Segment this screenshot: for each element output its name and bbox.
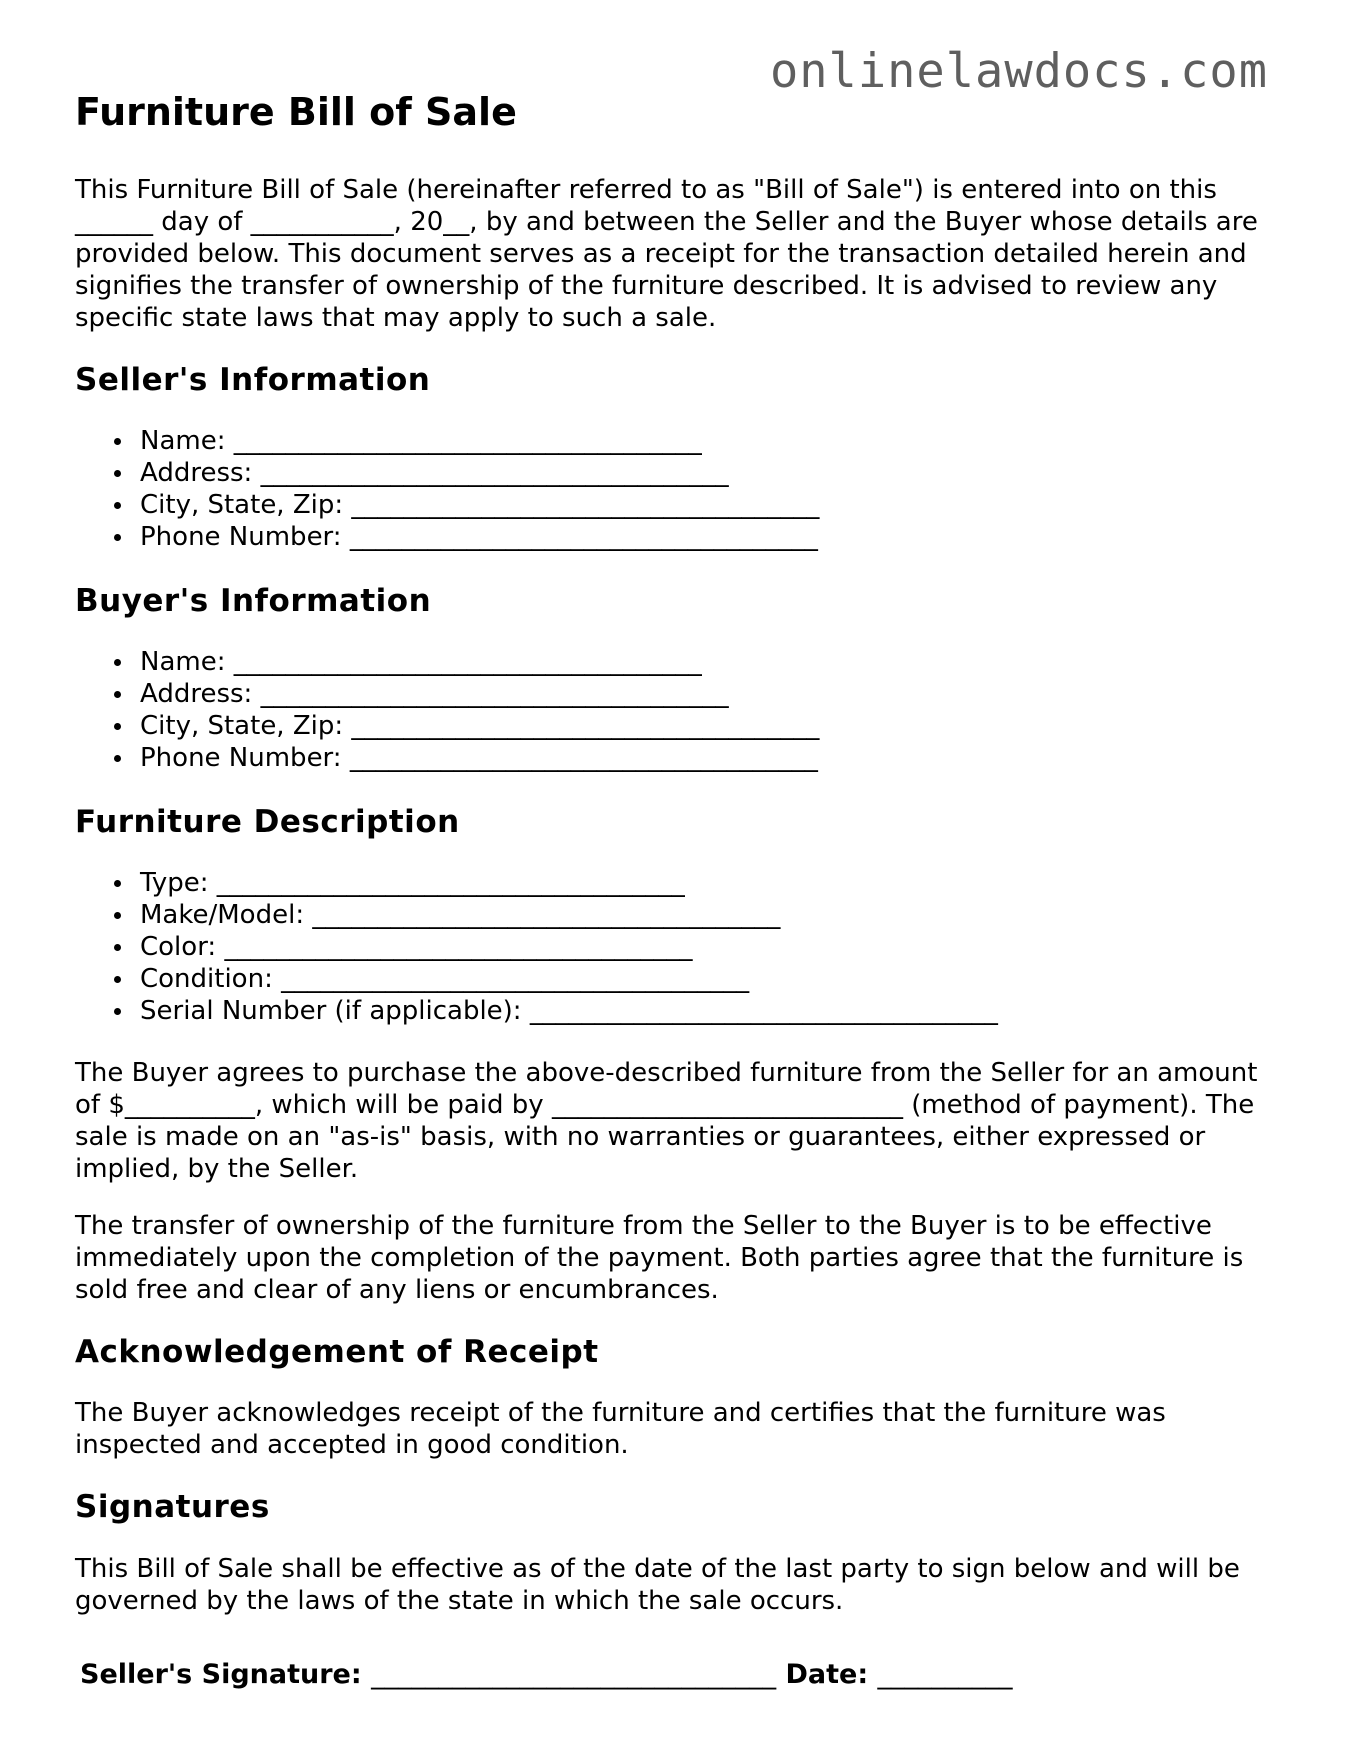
seller-phone-field: Phone Number: ____________________________________ — [140, 521, 1275, 553]
signatures-heading: Signatures — [75, 1489, 270, 1526]
seller-name-field: Name: ____________________________________ — [140, 425, 1275, 457]
furniture-section — [75, 804, 1275, 1027]
furniture-heading: Furniture Description — [75, 803, 460, 840]
seller-signature-label: Seller's Signature: — [80, 1658, 362, 1690]
furniture-serial-field: Serial Number (if applicable): ____________________________________ — [140, 995, 1275, 1027]
signatures-section — [75, 1489, 1275, 1689]
buyer-section — [75, 583, 1275, 774]
furniture-fields — [75, 867, 1275, 1027]
seller-section — [75, 362, 1275, 553]
acknowledgement-heading: Acknowledgement of Receipt — [75, 1334, 599, 1371]
seller-signature-row — [75, 1659, 1275, 1690]
buyer-city-field: City, State, Zip: ____________________________________ — [140, 710, 1275, 742]
buyer-name-field: Name: ____________________________________ — [140, 646, 1275, 678]
buyer-heading: Buyer's Information — [75, 582, 432, 619]
seller-signature-line: ______________________________ — [371, 1658, 777, 1690]
buyer-phone-field: Phone Number: ____________________________________ — [140, 742, 1275, 774]
acknowledgement-section — [75, 1334, 1275, 1461]
date-label: Date: — [785, 1658, 869, 1690]
furniture-model-field: Make/Model: ____________________________________ — [140, 899, 1275, 931]
document-page — [75, 90, 1275, 1690]
document-title: Furniture Bill of Sale — [75, 90, 517, 134]
seller-address-field: Address: ____________________________________ — [140, 457, 1275, 489]
furniture-condition-field: Condition: ____________________________________ — [140, 963, 1275, 995]
seller-fields — [75, 425, 1275, 553]
signatures-paragraph: This Bill of Sale shall be effective as of the date of the last party to sign below and will be governed by the laws of the state in which the sale occurs. — [75, 1553, 1240, 1616]
purchase-paragraph: The Buyer agrees to purchase the above-described furniture from the Seller for an amount of $__________, which will be paid by ___________________________ (method of payment). The sale is made on an "as-is" basis, with no warranties or guarantees, either expressed or implied, by the Seller. — [75, 1058, 1258, 1185]
acknowledgement-paragraph: The Buyer acknowledges receipt of the furniture and certifies that the furniture was inspected and accepted in good condition. — [75, 1398, 1166, 1461]
transfer-paragraph: The transfer of ownership of the furniture from the Seller to the Buyer is to be effective immediately upon the completion of the payment. Both parties agree that the furniture is sold free and clear of any liens or encumbrances. — [75, 1211, 1244, 1306]
furniture-color-field: Color: ____________________________________ — [140, 931, 1275, 963]
furniture-type-field: Type: ____________________________________ — [140, 867, 1275, 899]
buyer-fields — [75, 646, 1275, 774]
seller-city-field: City, State, Zip: ____________________________________ — [140, 489, 1275, 521]
date-line: __________ — [877, 1658, 1013, 1690]
buyer-address-field: Address: ____________________________________ — [140, 678, 1275, 710]
intro-paragraph: This Furniture Bill of Sale (hereinafter referred to as "Bill of Sale") is entered into on this ______ day of ___________, 20__, by and between the Seller and the Buyer whose details are provided below. This document serves as a receipt for the transaction detailed herein and signifies the transfer of ownership of the furniture described. It is advised to review any specific state laws that may apply to such a sale. — [75, 174, 1258, 333]
watermark: onlinelawdocs.com — [769, 44, 1268, 99]
seller-heading: Seller's Information — [75, 361, 431, 398]
